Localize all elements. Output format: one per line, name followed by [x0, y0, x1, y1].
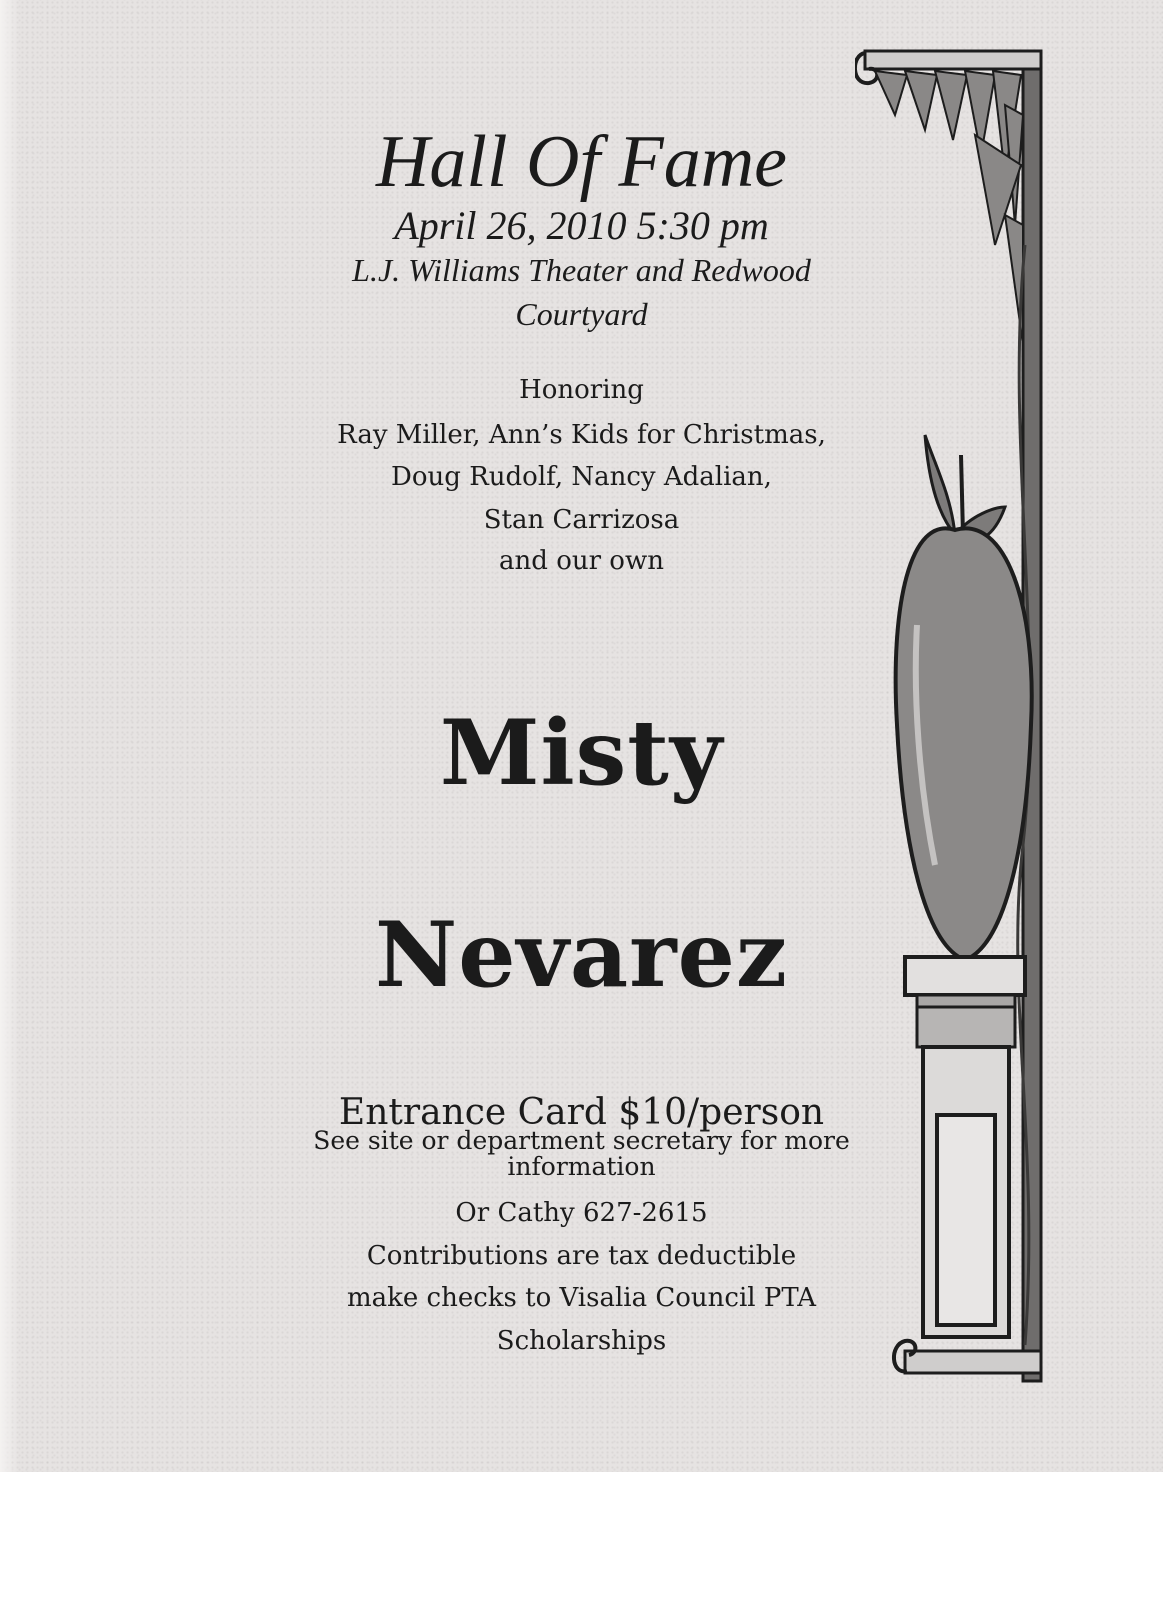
- event-venue-line-2: Courtyard: [515, 296, 648, 332]
- featured-last-name: Nevarez: [375, 902, 788, 1008]
- featured-first-name: Misty: [439, 700, 724, 806]
- event-venue-line-1: L.J. Williams Theater and Redwood: [352, 252, 811, 288]
- foliage-ornament: [875, 71, 1023, 345]
- scan-edge: [0, 0, 20, 1472]
- honorees-line-3: Stan Carrizosa: [483, 505, 680, 535]
- contact-phone: Or Cathy 627-2615: [455, 1198, 708, 1228]
- honorees-line-1: Ray Miller, Ann’s Kids for Christmas,: [337, 420, 826, 450]
- tax-deductible-note: Contributions are tax deductible: [366, 1241, 797, 1271]
- entrance-card-price: Entrance Card $10/person: [338, 1092, 825, 1133]
- and-our-own-text: and our own: [499, 546, 664, 576]
- frame-top-beam: [865, 51, 1041, 69]
- event-date-time: April 26, 2010 5:30 pm: [394, 203, 769, 248]
- honorees-line-2: Doug Rudolf, Nancy Adalian,: [391, 462, 772, 492]
- apple-on-pedestal-illustration: [855, 45, 1065, 1395]
- honoring-label: Honoring: [519, 375, 644, 405]
- info-line-2: information: [507, 1152, 656, 1181]
- info-line-1: See site or department secretary for more: [313, 1126, 850, 1155]
- checks-payable-line-1: make checks to Visalia Council PTA: [346, 1283, 817, 1313]
- event-title: Hall Of Fame: [375, 121, 788, 203]
- pedestal-panel: [937, 1115, 995, 1325]
- pedestal-cap: [905, 957, 1025, 995]
- pedestal-collar: [917, 1007, 1015, 1047]
- apple-leaf-icon: [925, 435, 1005, 541]
- frame-bottom-beam: [905, 1351, 1041, 1373]
- checks-payable-line-2: Scholarships: [496, 1326, 667, 1356]
